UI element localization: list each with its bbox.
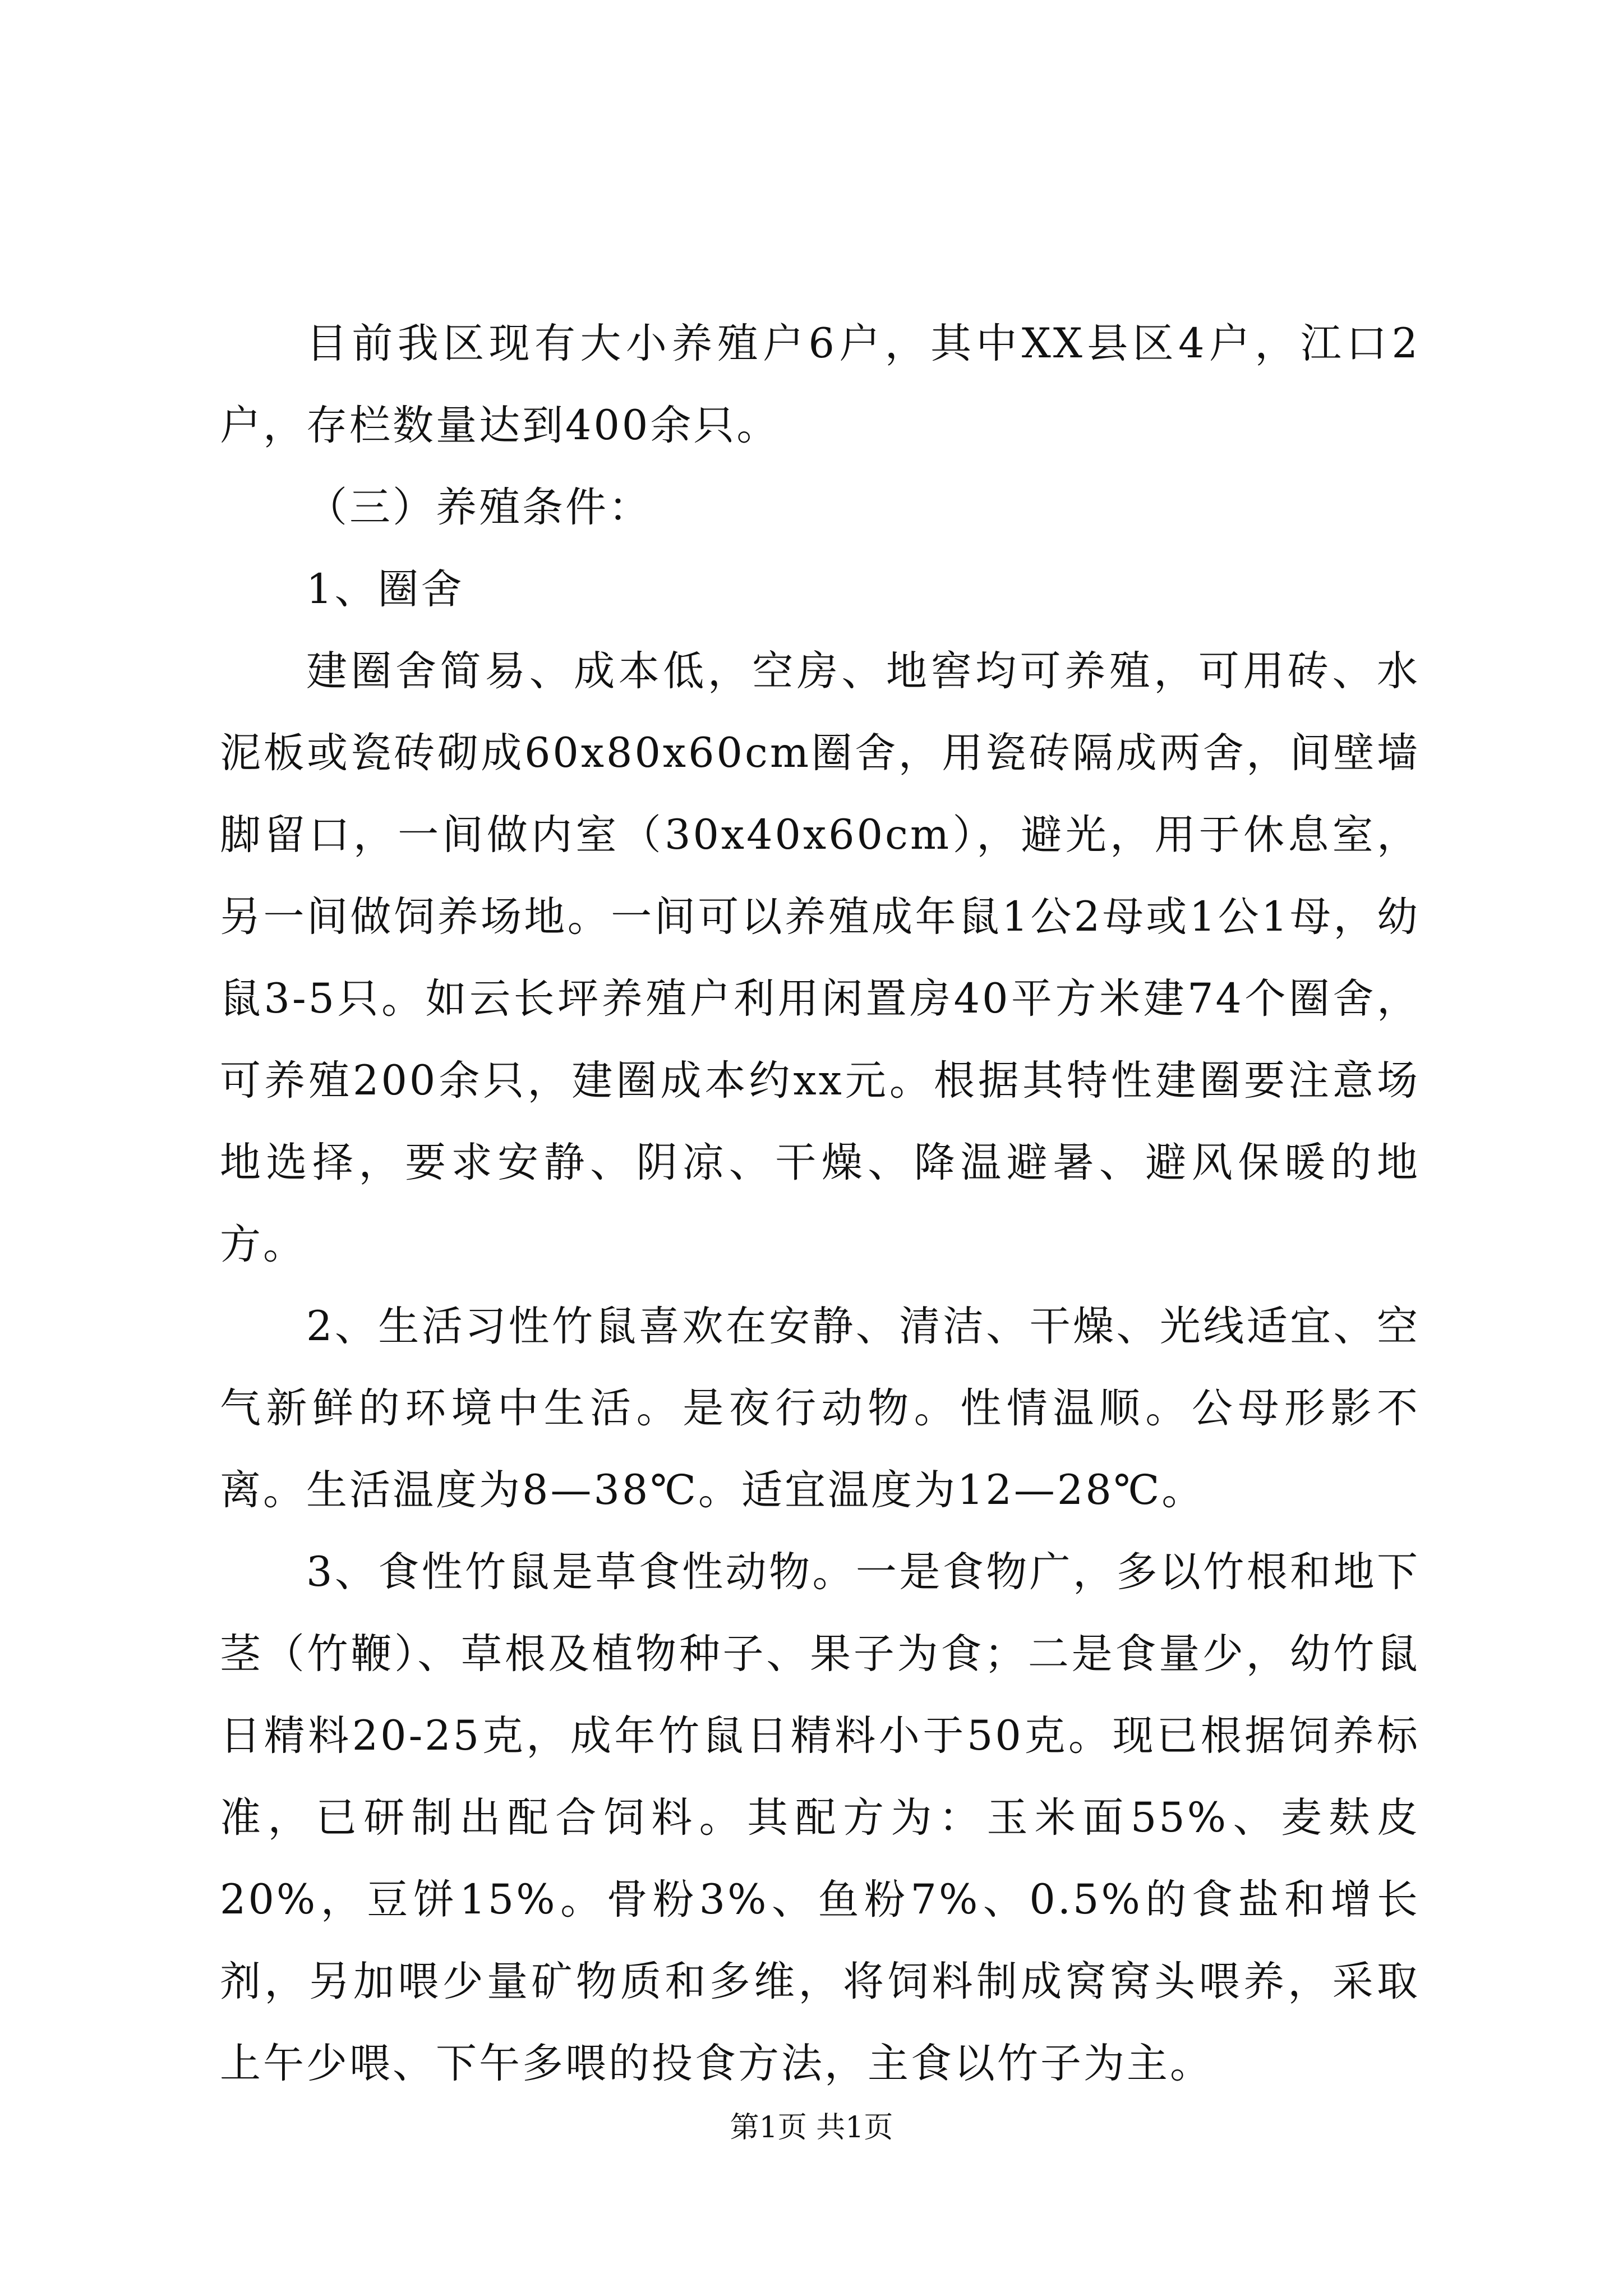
- page-footer: 第1页 共1页: [730, 2111, 893, 2145]
- paragraph-breeders: 目前我区现有大小养殖户6户，其中XX县区4户，江口2户，存栏数量达到400余只。: [220, 320, 1420, 449]
- paragraph-habits: 2、生活习性竹鼠喜欢在安静、清洁、干燥、光线适宜、空气新鲜的环境中生活。是夜行动物。性情温顺。公母形影不离。生活温度为8—38℃。适宜温度为12—28℃。: [220, 1303, 1420, 1514]
- heading-pens: 1、圈舍: [306, 565, 464, 613]
- heading-breeding-conditions: （三）养殖条件：: [306, 484, 652, 531]
- document-body: [220, 303, 1420, 2105]
- paragraph-pens: 建圈舍简易、成本低，空房、地窖均可养殖，可用砖、水泥板或瓷砖砌成60x80x60cm圈舍，用瓷砖隔成两舍，间壁墙脚留口，一间做内室（30x40x60cm），避光，用于休息室，另一间做饲养场地。一间可以养殖成年鼠1公2母或1公1母，幼鼠3-5只。如云长坪养殖户利用闲置房40平方米建74个圈舍，可养殖200余只，建圈成本约xx元。根据其特性建圈要注意场地选择，要求安静、阴凉、干燥、降温避暑、避风保暖的地方。: [220, 647, 1420, 1268]
- paragraph-diet: 3、食性竹鼠是草食性动物。一是食物广，多以竹根和地下茎（竹鞭）、草根及植物种子、果子为食；二是食量少，幼竹鼠日精料20-25克，成年竹鼠日精料小于50克。现已根据饲养标准，已研制出配合饲料。其配方为：玉米面55%、麦麸皮20%，豆饼15%。骨粉3%、鱼粉7%、0.5%的食盐和增长剂，另加喂少量矿物质和多维，将饲料制成窝窝头喂养，采取上午少喂、下午多喂的投食方法，主食以竹子为主。: [220, 1548, 1420, 2087]
